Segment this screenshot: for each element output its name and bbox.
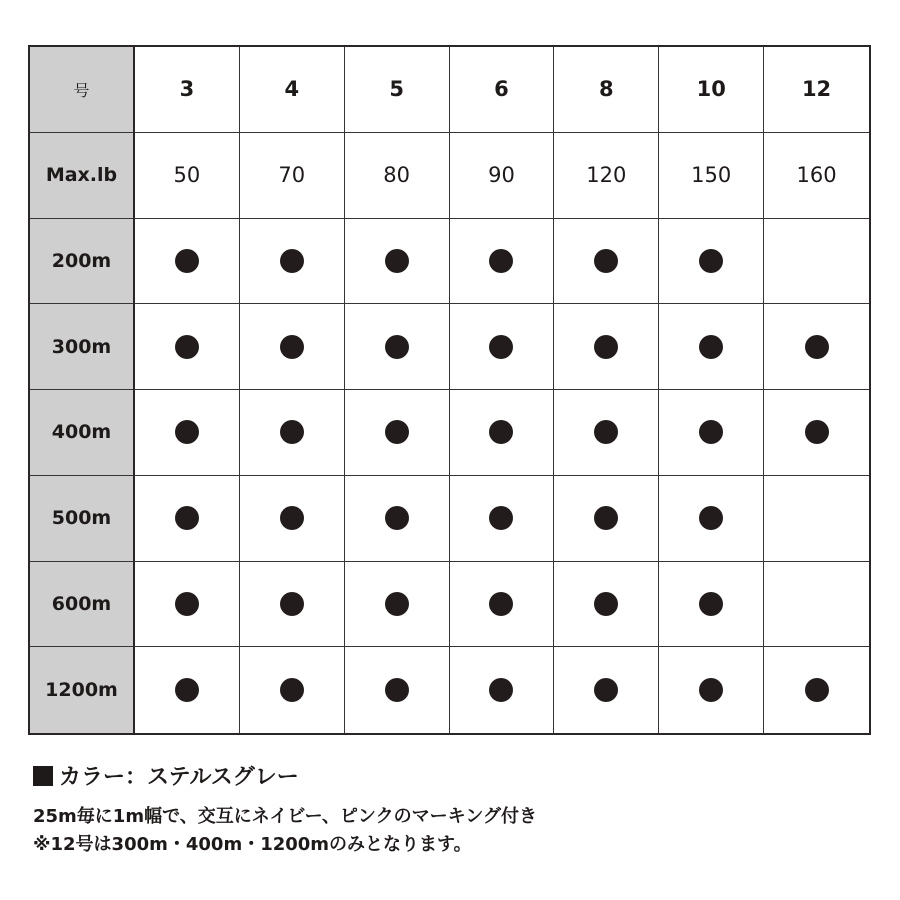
availability-cell [554, 304, 659, 390]
availability-dot-icon [699, 249, 723, 273]
availability-cell [240, 562, 345, 648]
availability-dot-icon [385, 249, 409, 273]
availability-cell [135, 304, 240, 390]
availability-cell [345, 219, 450, 305]
availability-dot-icon [699, 506, 723, 530]
availability-dot-icon [489, 420, 513, 444]
availability-cell [345, 647, 450, 733]
availability-cell [659, 390, 764, 476]
availability-cell [554, 562, 659, 648]
availability-dot-icon [805, 678, 829, 702]
header-maxlb-label: Max.lb [30, 133, 135, 219]
availability-dot-icon [280, 592, 304, 616]
availability-cell [240, 304, 345, 390]
availability-cell [764, 647, 869, 733]
availability-cell [659, 219, 764, 305]
availability-dot-icon [175, 420, 199, 444]
availability-cell [659, 562, 764, 648]
availability-dot-icon [594, 506, 618, 530]
availability-cell [764, 476, 869, 562]
availability-cell [450, 476, 555, 562]
availability-cell [659, 304, 764, 390]
availability-cell [764, 390, 869, 476]
availability-cell [450, 562, 555, 648]
availability-dot-icon [385, 420, 409, 444]
color-note-text: カラー：ステルスグレー [59, 765, 299, 790]
availability-dot-icon [280, 335, 304, 359]
spec-table [28, 45, 871, 735]
availability-cell [450, 219, 555, 305]
availability-dot-icon [699, 678, 723, 702]
length-label-500m: 500m [30, 476, 135, 562]
availability-dot-icon [594, 592, 618, 616]
length-label-600m: 600m [30, 562, 135, 648]
availability-cell [659, 476, 764, 562]
availability-dot-icon [699, 420, 723, 444]
availability-dot-icon [385, 592, 409, 616]
maxlb-12: 160 [764, 133, 869, 219]
availability-cell [240, 647, 345, 733]
gou-8: 8 [554, 47, 659, 133]
availability-dot-icon [489, 335, 513, 359]
availability-cell [240, 390, 345, 476]
availability-dot-icon [280, 506, 304, 530]
availability-dot-icon [489, 249, 513, 273]
maxlb-6: 90 [450, 133, 555, 219]
gou-12: 12 [764, 47, 869, 133]
length-label-1200m: 1200m [30, 647, 135, 733]
availability-dot-icon [594, 249, 618, 273]
availability-cell [135, 476, 240, 562]
availability-cell [135, 562, 240, 648]
maxlb-4: 70 [240, 133, 345, 219]
availability-cell [345, 390, 450, 476]
maxlb-5: 80 [345, 133, 450, 219]
availability-dot-icon [385, 506, 409, 530]
availability-dot-icon [489, 678, 513, 702]
availability-dot-icon [280, 678, 304, 702]
availability-cell [135, 390, 240, 476]
marking-note: 25m毎に1m幅で、交互にネイビー、ピンクのマーキング付き [33, 806, 538, 827]
length-label-200m: 200m [30, 219, 135, 305]
length-label-400m: 400m [30, 390, 135, 476]
gou-5: 5 [345, 47, 450, 133]
availability-dot-icon [594, 678, 618, 702]
maxlb-3: 50 [135, 133, 240, 219]
availability-dot-icon [385, 335, 409, 359]
gou-10: 10 [659, 47, 764, 133]
availability-dot-icon [699, 335, 723, 359]
availability-dot-icon [175, 592, 199, 616]
gou-4: 4 [240, 47, 345, 133]
availability-dot-icon [594, 335, 618, 359]
gou-6: 6 [450, 47, 555, 133]
availability-cell [554, 390, 659, 476]
availability-dot-icon [175, 249, 199, 273]
availability-dot-icon [594, 420, 618, 444]
availability-dot-icon [489, 506, 513, 530]
availability-cell [240, 476, 345, 562]
availability-cell [764, 219, 869, 305]
availability-dot-icon [489, 592, 513, 616]
availability-dot-icon [175, 506, 199, 530]
restriction-note: ※12号は300m・400m・1200mのみとなります。 [33, 834, 472, 855]
availability-cell [135, 647, 240, 733]
notes-section [33, 760, 873, 861]
availability-dot-icon [385, 678, 409, 702]
availability-dot-icon [699, 592, 723, 616]
availability-dot-icon [280, 249, 304, 273]
availability-cell [554, 219, 659, 305]
availability-dot-icon [175, 678, 199, 702]
length-label-300m: 300m [30, 304, 135, 390]
availability-cell [764, 304, 869, 390]
availability-cell [659, 647, 764, 733]
availability-cell [764, 562, 869, 648]
maxlb-8: 120 [554, 133, 659, 219]
availability-cell [135, 219, 240, 305]
availability-cell [450, 647, 555, 733]
maxlb-10: 150 [659, 133, 764, 219]
header-gou-label: 号 [30, 47, 135, 133]
availability-dot-icon [805, 335, 829, 359]
color-note [33, 760, 873, 791]
availability-cell [240, 219, 345, 305]
availability-dot-icon [805, 420, 829, 444]
black-square-icon [33, 766, 53, 786]
availability-dot-icon [280, 420, 304, 444]
availability-cell [450, 390, 555, 476]
availability-cell [345, 304, 450, 390]
availability-cell [554, 647, 659, 733]
availability-cell [345, 476, 450, 562]
availability-cell [554, 476, 659, 562]
availability-dot-icon [175, 335, 199, 359]
availability-cell [450, 304, 555, 390]
gou-3: 3 [135, 47, 240, 133]
availability-cell [345, 562, 450, 648]
